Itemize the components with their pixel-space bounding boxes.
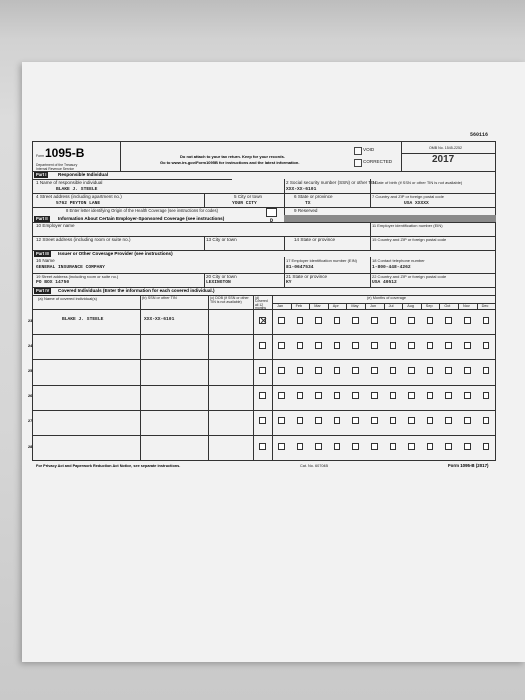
row-number: 25 [28,368,33,373]
all-12-months-checkbox[interactable] [259,417,266,424]
divider [401,141,402,171]
month-checkbox-apr[interactable] [334,367,341,374]
line5-label: 5 City or town [234,194,263,199]
month-checkbox-oct[interactable] [445,342,452,349]
form-instruction-2: Go to www.irs.gov/Form1095B for instructions and the latest information. [160,160,300,165]
month-checkbox-nov[interactable] [464,417,471,424]
divider [204,193,205,207]
month-checkbox-oct[interactable] [445,317,452,324]
divider [370,257,371,273]
reserved-shading [284,215,496,222]
line17-value: 81-0647534 [286,265,314,270]
month-checkbox-sep[interactable] [427,417,434,424]
form-instruction-1: Do not attach to your tax return. Keep for your records. [180,154,285,159]
part3-tag: Part III [36,251,49,256]
omb-number: OMB No. 1545-2252 [429,146,462,150]
form-1095b [28,132,496,468]
month-header-jan: Jan [277,303,284,308]
row-number: 26 [28,394,33,399]
line5-value: YOUR CITY [232,201,257,206]
divider [370,273,371,287]
month-header-oct: Oct [444,303,451,308]
row-number: 27 [28,419,33,424]
divider [284,207,285,215]
month-checkbox-jan[interactable] [278,342,285,349]
table-row [28,385,496,410]
table-row [28,410,496,435]
month-checkbox-nov[interactable] [464,392,471,399]
part1-tag: Part I [36,172,47,177]
part2-tag: Part II [36,216,48,221]
line16-value: GENERAL INSURANCE COMPANY [36,265,105,270]
footer-form-id: Form 1095-B (2017) [448,463,489,468]
month-checkbox-dec[interactable] [483,417,490,424]
month-checkbox-dec[interactable] [483,443,490,450]
month-checkbox-feb[interactable] [297,367,304,374]
part1-title: Responsible Individual [58,172,109,177]
divider [284,236,285,250]
divider [284,257,285,273]
line8-value: D [269,218,273,224]
col-b-header: (b) SSN or other TIN [142,296,177,300]
form-prefix: Form [36,154,45,158]
divider [284,179,285,193]
month-checkbox-may[interactable] [352,342,359,349]
month-checkbox-jan[interactable] [278,443,285,450]
line6-label: 6 State or province [294,194,333,199]
month-checkbox-aug[interactable] [408,417,415,424]
month-checkbox-may[interactable] [352,367,359,374]
month-checkbox-aug[interactable] [408,342,415,349]
part4-tag: Part IV [36,288,50,293]
month-checkbox-jan[interactable] [278,367,285,374]
month-checkbox-feb[interactable] [297,317,304,324]
month-checkbox-nov[interactable] [464,367,471,374]
month-checkbox-aug[interactable] [408,317,415,324]
line19-label: 19 Street address (including room or suite no.) [36,274,119,279]
month-checkbox-jun[interactable] [371,317,378,324]
month-checkbox-apr[interactable] [334,342,341,349]
month-checkbox-jul[interactable] [390,417,397,424]
month-checkbox-jun[interactable] [371,392,378,399]
line20-label: 20 City or town [206,274,237,279]
line12-label: 12 Street address (including room or suite no.) [36,237,131,242]
table-row [28,309,496,334]
line15-label: 15 Country and ZIP or foreign postal code [372,237,447,242]
month-checkbox-aug[interactable] [408,443,415,450]
line3-label: 3 Date of birth (if SSN or other TIN is not available) [372,180,463,185]
footer-privacy-notice: For Privacy Act and Paperwork Reduction Act Notice, see separate instructions. [36,464,181,468]
col-e-header: (e) Months of coverage [367,296,407,300]
month-checkbox-may[interactable] [352,443,359,450]
month-checkbox-mar[interactable] [315,443,322,450]
line2-label: 2 Social security number (SSN) or other TIN [286,180,376,185]
month-checkbox-oct[interactable] [445,417,452,424]
month-checkbox-apr[interactable] [334,392,341,399]
month-checkbox-may[interactable] [352,317,359,324]
all-12-months-checkbox[interactable] [259,443,266,450]
footer-cat-number: Cat. No. 60704B [300,464,329,468]
line1-label: 1 Name of responsible individual [36,180,103,185]
col-c-header: (c) DOB (if SSN or other TIN is not available) [210,296,249,304]
line8-box [266,208,277,224]
line9-label: 9 Reserved [294,208,318,213]
month-checkbox-apr[interactable] [334,317,341,324]
line4-value: 5762 PEYTON LANE [56,201,101,206]
form-top-code: 560116 [470,132,489,138]
line11-label: 11 Employer identification number (EIN) [372,223,443,228]
divider [32,460,496,461]
month-checkbox-jan[interactable] [278,317,285,324]
form-dept: Department of the Treasury [36,163,78,167]
col-d-header: (d) Covered all 12 months [255,296,268,311]
month-checkbox-nov[interactable] [464,443,471,450]
row-number: 23 [28,318,33,323]
divider [370,236,371,250]
all-12-months-checkbox[interactable] [259,317,266,324]
corrected-checkbox[interactable] [354,159,362,167]
month-checkbox-jul[interactable] [390,392,397,399]
col-a-header: (a) Name of covered individual(s) [38,296,97,301]
month-checkbox-mar[interactable] [315,417,322,424]
month-checkbox-jul[interactable] [390,342,397,349]
line2-value: XXX-XX-6101 [286,187,317,192]
line1-value: BLAKE J. STEELE [56,187,98,192]
line18-label: 18 Contact telephone number [372,258,425,263]
line7-value: USA XXXXX [404,201,429,206]
month-checkbox-oct[interactable] [445,392,452,399]
line10-label: 10 Employer name [36,223,75,228]
month-checkbox-feb[interactable] [297,443,304,450]
divider [120,141,121,171]
divider [32,295,496,296]
month-header-aug: Aug [407,303,414,308]
line6-value: TX [305,201,311,206]
month-checkbox-jul[interactable] [390,317,397,324]
month-checkbox-jun[interactable] [371,367,378,374]
month-checkbox-jun[interactable] [371,342,378,349]
month-checkbox-sep[interactable] [427,367,434,374]
divider [370,179,371,193]
part3-title: Issuer or Other Coverage Provider (see instructions) [58,251,173,256]
part2-title: Information About Certain Employer-Sponsored Coverage (see instructions) [58,216,225,221]
month-checkbox-sep[interactable] [427,392,434,399]
line4-label: 4 Street address (including apartment no.) [36,194,122,199]
month-checkbox-sep[interactable] [427,317,434,324]
month-header-may: May [351,303,359,308]
all-12-months-checkbox[interactable] [259,342,266,349]
row-number: 28 [28,444,33,449]
tax-year: 2017 [432,154,455,165]
form-irs: Internal Revenue Service [36,167,75,171]
month-checkbox-jun[interactable] [371,417,378,424]
month-checkbox-apr[interactable] [334,417,341,424]
month-checkbox-mar[interactable] [315,342,322,349]
month-checkbox-may[interactable] [352,392,359,399]
line21-value: KY [286,280,292,285]
month-checkbox-oct[interactable] [445,367,452,374]
month-header-feb: Feb [295,303,303,308]
line21-label: 21 State or province [286,274,328,279]
divider [284,273,285,287]
month-checkbox-may[interactable] [352,417,359,424]
row-number: 24 [28,343,33,348]
month-checkbox-oct[interactable] [445,443,452,450]
month-checkbox-jan[interactable] [278,392,285,399]
month-checkbox-jun[interactable] [371,443,378,450]
form-number: 1095-B [45,146,85,160]
line13-label: 13 City or town [206,237,237,242]
month-checkbox-jul[interactable] [390,367,397,374]
month-checkbox-jul[interactable] [390,443,397,450]
month-checkbox-nov[interactable] [464,317,471,324]
month-header-dec: Dec [481,303,489,308]
divider [284,193,285,207]
line8-label: 8 Enter letter identifying Origin of the Health Coverage (see instructions for codes) [66,208,218,213]
corrected-label: CORRECTED [363,159,393,164]
divider [370,193,371,207]
line22-label: 22 Country and ZIP or foreign postal code [372,274,447,279]
covered-name: BLAKE J. STEELE [62,316,104,322]
month-header-jul: Jul [388,303,394,308]
line7-label: 7 Country and ZIP or foreign postal code [372,194,444,199]
divider [370,222,371,236]
month-checkbox-dec[interactable] [483,367,490,374]
void-checkbox[interactable] [354,147,362,155]
part4-title: Covered Individuals (Enter the information for each covered individual.) [58,288,215,293]
table-row [28,435,496,460]
month-checkbox-sep[interactable] [427,443,434,450]
month-checkbox-mar[interactable] [315,367,322,374]
line18-value: 1-800-448-4262 [372,265,411,270]
divider [204,273,205,287]
line20-value: LEXINGTON [206,280,231,285]
month-header-sep: Sep [425,303,433,308]
month-checkbox-mar[interactable] [315,317,322,324]
month-header-apr: Apr [332,303,339,308]
month-checkbox-aug[interactable] [408,367,415,374]
month-checkbox-aug[interactable] [408,392,415,399]
month-checkbox-dec[interactable] [483,317,490,324]
month-checkbox-mar[interactable] [315,392,322,399]
table-row [28,334,496,359]
line19-value: PO BOX 14750 [36,280,70,285]
line22-value: USA 40512 [372,280,397,285]
month-checkbox-nov[interactable] [464,342,471,349]
all-12-months-checkbox[interactable] [259,367,266,374]
month-checkbox-sep[interactable] [427,342,434,349]
line14-label: 14 State or province [294,237,336,242]
line17-label: 17 Employer identification number (EIN) [286,258,357,263]
table-row [28,359,496,384]
month-checkbox-feb[interactable] [297,342,304,349]
month-checkbox-jan[interactable] [278,417,285,424]
month-checkbox-dec[interactable] [483,392,490,399]
line16-label: 16 Name [36,258,55,263]
void-label: VOID [363,147,375,152]
covered-ssn: XXX-XX-6101 [144,316,175,322]
month-header-jun: Jun [370,303,377,308]
month-checkbox-feb[interactable] [297,417,304,424]
month-header-mar: Mar [314,303,321,308]
month-checkbox-apr[interactable] [334,443,341,450]
month-header-nov: Nov [463,303,470,308]
month-checkbox-feb[interactable] [297,392,304,399]
all-12-months-checkbox[interactable] [259,392,266,399]
divider [204,236,205,250]
month-checkbox-dec[interactable] [483,342,490,349]
